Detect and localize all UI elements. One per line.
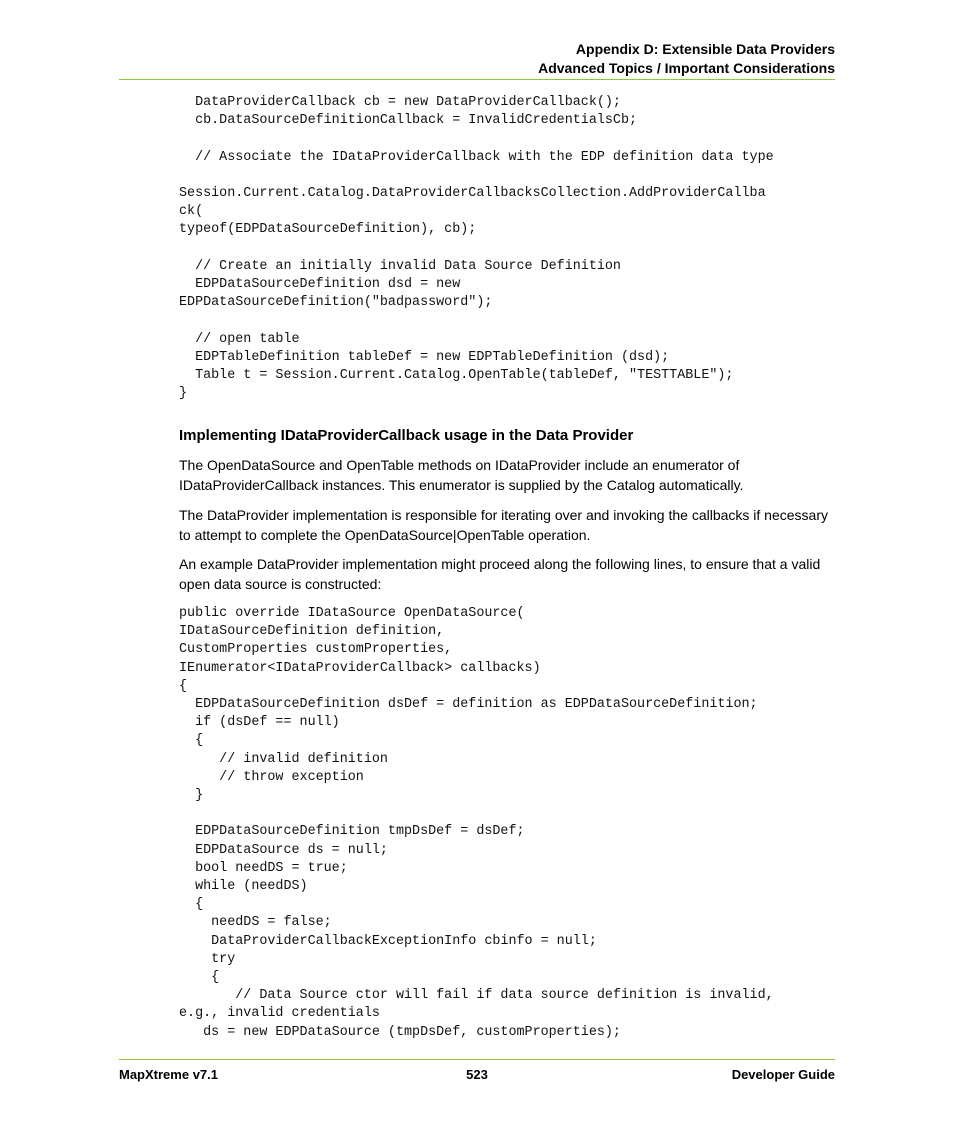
paragraph-example: An example DataProvider implementation might proceed along the following lines, to ensure that a valid open data source is constructed: — [179, 556, 821, 592]
footer-product: MapXtreme v7.1 — [119, 1067, 218, 1082]
section-heading: Implementing IDataProviderCallback usage in the Data Provider — [179, 427, 634, 444]
footer-page-number: 523 — [466, 1067, 488, 1082]
paragraph-implementation: The DataProvider implementation is responsible for iterating over and invoking the callbacks if necessary to attempt to complete the OpenDataSource|OpenTable operation. — [179, 507, 828, 543]
code-block-open-data-source: public override IDataSource OpenDataSource( IDataSourceDefinition definition, CustomProperties customProperties, IEnumerator<IDataProviderCallback> callbacks) { EDPDataSourceDefinition dsDef = definition as EDPDataSourceDefinition; if (dsDef == null) { // invalid definition // throw exception } EDPDataSourceDefinition tmpDsDef = dsDef; EDPDataSource ds = null; bool needDS = true; while (needDS) { needDS = false; DataProviderCallbackExceptionInfo cbinfo = null; try { // Data Source ctor will fail if data source definition is invalid, e.g., invalid credentials ds = new EDPDataSource (tmpDsDef, customProperties); — [179, 606, 774, 1040]
code-block-callback-registration: DataProviderCallback cb = new DataProviderCallback(); cb.DataSourceDefinitionCallback = InvalidCredentialsCb; // Associate the IDataProviderCallback with the EDP definition data type Session.Current.Catalog.DataProviderCallbacksCollection.AddProviderCallba ck( typeof(EDPDataSourceDefinition), cb); // Create an initially invalid Data Source Definition EDPDataSourceDefinition dsd = new EDPDataSourceDefinition("badpassword"); // open table EDPTableDefinition tableDef = new EDPTableDefinition (dsd); Table t = Session.Current.Catalog.OpenTable(tableDef, "TESTTABLE"); } — [179, 95, 774, 402]
footer-rule — [119, 1059, 835, 1060]
page-header — [538, 40, 835, 78]
footer-guide-title: Developer Guide — [731, 1067, 835, 1082]
header-rule — [119, 79, 835, 80]
header-chapter-title: Appendix D: Extensible Data Providers — [575, 41, 835, 57]
paragraph-enumerator: The OpenDataSource and OpenTable methods on IDataProvider include an enumerator of IDataProviderCallback instances. This enumerator is supplied by the Catalog automatically. — [179, 457, 744, 493]
header-section-title: Advanced Topics / Important Considerations — [538, 60, 835, 76]
